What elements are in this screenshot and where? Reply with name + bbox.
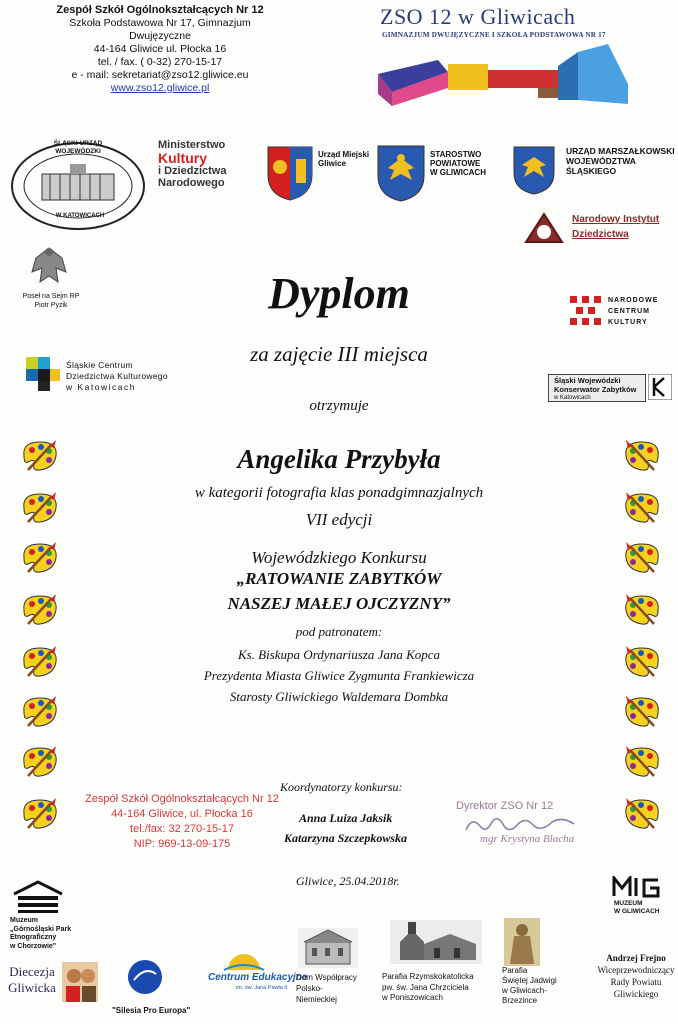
school-email: e - mail: sekretariat@zso12.gliwice.eu [71, 69, 249, 81]
paint-palette-icon [18, 540, 60, 576]
posel-line2: Piotr Pyzik [34, 302, 68, 309]
dom-line3: Niemieckiej [296, 995, 337, 1004]
director-name: mgr Krystyna Blacha [480, 833, 575, 845]
dom-line2: Polsko- [296, 984, 323, 993]
ministerstwo-line4: Narodowego [158, 177, 225, 189]
urzad-miejski-logo-text [318, 150, 369, 168]
silesia-pro-europa-icon [126, 958, 164, 996]
parafia2-line1: Parafia [502, 966, 528, 975]
diploma-category: w kategorii fotografia klas ponadgimnazjalnych [194, 485, 484, 501]
muzeum-gpe-logo-icon [10, 880, 66, 914]
centrum-edukacyjne-sun-icon [222, 952, 266, 972]
muzeum-gl-line1: MUZEUM [614, 900, 643, 907]
diploma-place: za zajęcie III miejsca [250, 342, 428, 366]
paint-palette-icon [622, 744, 664, 780]
muzeum-gpe-line4: w Chorzowie" [10, 942, 57, 950]
contest-line2: „RATOWANIE ZABYTKÓW [236, 569, 442, 588]
nid-logo-text [572, 212, 659, 242]
silesian-eagle-shield-icon [512, 145, 556, 195]
coordinators-heading: Koordynatorzy konkursu: [280, 780, 403, 794]
paint-palette-icon [18, 490, 60, 526]
nck-line1: NARODOWE [608, 297, 659, 304]
school-name: Zespół Szkół Ogólnokształcących Nr 12 [56, 4, 264, 16]
slaski-urzad-bottom-label: W KATOWICACH [55, 213, 105, 219]
diploma-receives: otrzymuje [309, 398, 369, 414]
school-line2: Szkoła Podstawowa Nr 17, Gimnazjum Dwujęzyczne [69, 17, 251, 42]
marszalkowski-line3: ŚLĄSKIEGO [566, 166, 617, 176]
gliwice-coat-of-arms-icon [266, 145, 314, 201]
zso-building-logo [378, 44, 633, 112]
paint-palette-icon [18, 694, 60, 730]
ministerstwo-logo [158, 139, 226, 189]
parafia1-line3: w Poniszowicach [382, 993, 443, 1002]
parafia-church-image [390, 920, 482, 964]
parafia2-text [502, 966, 557, 1006]
paint-palette-icon [18, 592, 60, 628]
ministerstwo-line1: Ministerstwo [158, 139, 226, 151]
muzeum-gpe-line2: „Górnośląski Park [10, 925, 72, 933]
zso-subtitle: GIMNAZJUM DWUJĘZYCZNE I SZKOŁA PODSTAWOWA NR 17 [382, 31, 606, 39]
patron-1: Ks. Biskupa Ordynariusza Jana Kopca [237, 647, 441, 662]
starostwo-line1: STAROSTWO [430, 150, 482, 159]
posel-line1: Poseł na Sejm RP [22, 293, 80, 300]
nid-line1: Narodowy Instytut [572, 214, 660, 225]
slaski-urzad-label: ŚLĄSKI URZĄD WOJEWÓDZKI [53, 140, 103, 155]
ministerstwo-line3: i Dziedzictwa [158, 165, 227, 177]
paint-palette-icon [18, 744, 60, 780]
scdk-line1: Śląskie Centrum [66, 360, 133, 370]
school-website-link[interactable]: www.zso12.gliwice.pl [110, 82, 210, 94]
muzeum-gpe-line1: Muzeum [10, 917, 38, 924]
parafia1-line1: Parafia Rzymskokatolicka [382, 972, 474, 981]
parafia1-line2: pw. św. Jana Chrzciciela [382, 982, 469, 992]
coordinator-1: Anna Luiza Jaksik [299, 811, 393, 825]
scdk-line3: w Katowicach [66, 382, 136, 392]
muzeum-gliwice-logo-icon [612, 876, 662, 898]
paint-palette-icon [622, 796, 664, 832]
contest-line3: NASZEJ MAŁEJ OJCZYZNY” [227, 594, 451, 613]
school-phone: tel. / fax. ( 0-32) 270-15-17 [97, 56, 223, 68]
silesia-pro-europa-label: "Silesia Pro Europa" [112, 1006, 191, 1015]
recipient-name: Angelika Przybyła [237, 444, 441, 474]
muzeum-gpe-logo-text [10, 917, 71, 951]
st-jadwiga-figure-image [504, 918, 540, 966]
coordinator-2: Katarzyna Szczepkowska [284, 831, 408, 845]
stamp-line2: 44-164 Gliwice, ul. Płocka 16 [111, 808, 253, 820]
paint-palette-icon [622, 644, 664, 680]
starostwo-line3: W GLIWICACH [430, 168, 486, 177]
parafia2-line4: Brzezince [502, 996, 538, 1005]
marszalkowski-line2: WOJEWÓDZTWA [566, 156, 636, 166]
diecezja-line2: Gliwicka [8, 980, 56, 995]
paint-palette-icon [18, 438, 60, 474]
stamp-line3: tel./fax: 32 270-15-17 [130, 823, 234, 835]
paint-palette-icon [622, 490, 664, 526]
paint-palette-icon [622, 438, 664, 474]
diecezja-logo-text [4, 964, 60, 996]
patron-2: Prezydenta Miasta Gliwice Zygmunta Frankiewicza [203, 668, 475, 683]
starostwo-line2: POWIATOWE [430, 159, 481, 168]
diecezja-line1: Diecezja [9, 964, 55, 979]
marszalkowski-logo-text [566, 146, 675, 176]
muzeum-gl-line2: W GLIWICACH [614, 908, 660, 915]
konserwator-line3: w Katowicach [554, 395, 591, 401]
school-stamp [82, 792, 282, 852]
dom-wspolpracy-building-image [298, 928, 358, 968]
parafia2-line2: Świętej Jadwigi [502, 976, 557, 985]
stamp-line4: NIP: 969-13-09-175 [133, 838, 231, 850]
paint-palette-icon [622, 694, 664, 730]
nck-line2: CENTRUM [608, 308, 650, 315]
frejno-line2: Wiceprzewodniczący [597, 965, 675, 975]
urzad-miejski-line1: Urząd Miejski [318, 150, 370, 159]
nck-line3: KULTURY [608, 319, 648, 326]
paint-palette-icon [622, 592, 664, 628]
starostwo-logo-text [430, 150, 486, 177]
dom-wspolpracy-text [296, 972, 357, 1005]
paint-palette-icon [622, 540, 664, 576]
muzeum-gliwice-text [614, 900, 660, 916]
paint-palette-icon [18, 644, 60, 680]
contest-line1: Wojewódzkiego Konkursu [251, 548, 427, 567]
parafia2-line3: w Gliwicach- [502, 986, 547, 995]
dom-line1: Dom Współpracy [296, 973, 357, 982]
marszalkowski-line1: URZĄD MARSZAŁKOWSKI [566, 146, 675, 156]
zso-title: ZSO 12 w Gliwicach [380, 4, 576, 29]
frejno-line3: Rady Powiatu [610, 977, 662, 987]
powiat-eagle-shield-icon [376, 144, 426, 202]
konserwator-k-icon [648, 374, 672, 400]
frejno-line4: Gliwickiego [613, 989, 659, 999]
parafia1-text [382, 972, 474, 1004]
konserwator-line1: Śląski Wojewódzki [554, 376, 621, 385]
school-address: 44-164 Gliwice ul. Płocka 16 [93, 43, 227, 55]
centrum-edu-line2: im. św. Jana Pawła II [236, 985, 288, 991]
nid-logo-icon [524, 212, 564, 248]
contest-edition: VII edycji [305, 510, 373, 529]
ministerstwo-line2: Kultury [158, 150, 207, 166]
paint-palette-icon [18, 796, 60, 832]
issue-date: Gliwice, 25.04.2018r. [296, 874, 400, 888]
muzeum-gpe-line3: Etnograficzny [10, 934, 57, 941]
patronage-heading: pod patronatem: [295, 624, 383, 639]
scdk-line2: Dziedzictwa Kulturowego [66, 371, 168, 381]
director-title: Dyrektor ZSO Nr 12 [456, 800, 554, 812]
centrum-edu-line1: Centrum Edukacyjne [208, 972, 308, 983]
stamp-line1: Zespół Szkół Ogólnokształcących Nr 12 [85, 793, 279, 805]
urzad-miejski-line2: Gliwice [318, 159, 347, 168]
diecezja-portrait-icon [62, 962, 98, 1002]
frejno-line1: Andrzej Frejno [606, 953, 666, 963]
frejno-text [594, 952, 678, 1000]
nid-line2: Dziedzictwa [572, 229, 629, 240]
diploma-title: Dyplom [268, 269, 410, 318]
patron-3: Starosty Gliwickiego Waldemara Dombka [229, 689, 449, 704]
school-address-block [40, 4, 280, 95]
konserwator-line2: Konserwator Zabytków [554, 385, 637, 394]
